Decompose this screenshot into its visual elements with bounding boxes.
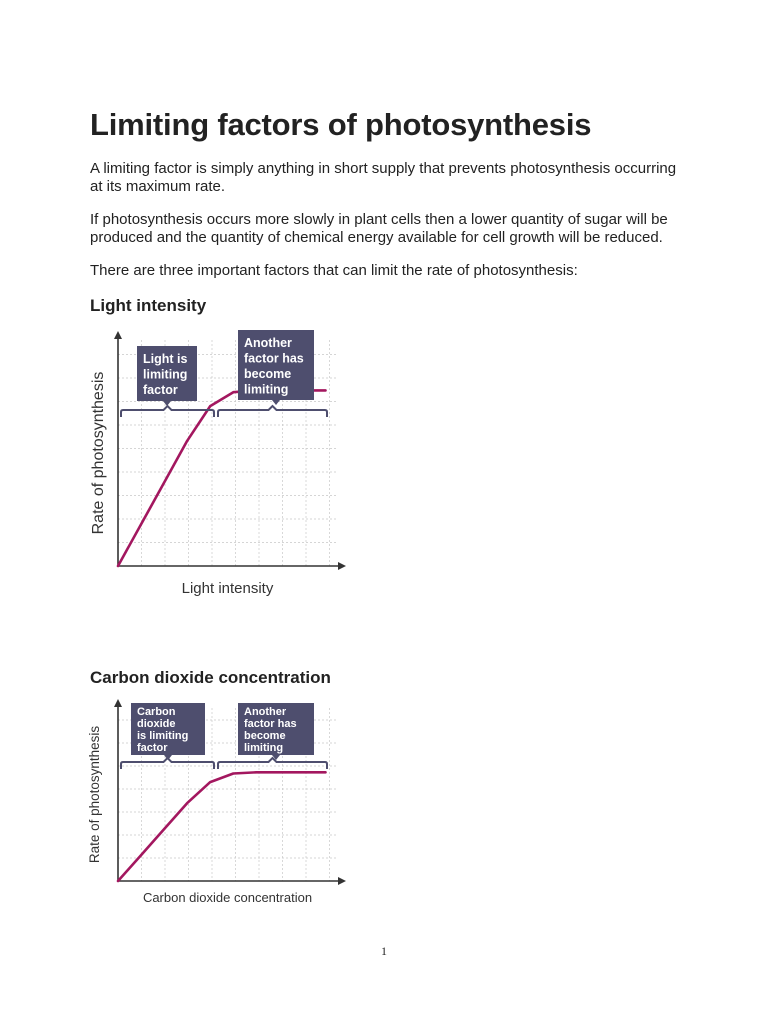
sugar-paragraph: If photosynthesis occurs more slowly in plant cells then a lower quantity of sugar will be produced and the quantity of chemical energy available for cell growth will be reduced.	[90, 211, 668, 246]
limiting-factor-callout	[137, 346, 197, 406]
factors-paragraph: There are three important factors that can limit the rate of photosynthesis:	[90, 262, 578, 279]
callout-text: factor	[137, 742, 168, 754]
callout-text: dioxide	[137, 718, 176, 730]
page-number: 1	[381, 944, 387, 958]
x-axis-label: Carbon dioxide concentration	[142, 890, 313, 905]
limiting-factor-callout	[131, 703, 205, 760]
y-axis-label: Rate of photosynthesis	[90, 371, 107, 535]
limiting-range-brace	[121, 406, 214, 417]
callout-text: become	[244, 730, 286, 742]
y-axis-arrowhead	[114, 699, 122, 707]
intro-paragraph: A limiting factor is simply anything in short supply that prevents photosynthesis occurring at its maximum rate.	[90, 160, 677, 195]
limiting-range-brace	[121, 758, 214, 769]
callout-pointer	[163, 401, 171, 406]
page-title: Limiting factors of photosynthesis	[90, 107, 592, 142]
section-heading-co2: Carbon dioxide concentration	[90, 668, 331, 687]
plateau-range-brace	[218, 406, 327, 417]
callout-text: factor has	[244, 351, 304, 366]
x-axis-arrowhead	[338, 562, 346, 570]
callout-pointer	[272, 400, 280, 405]
x-axis-arrowhead	[338, 877, 346, 885]
y-axis-label: Rate of photosynthesis	[87, 725, 102, 864]
callout-text: is limiting	[137, 730, 189, 742]
callout-text: limiting	[244, 382, 289, 397]
callout-text: factor	[143, 383, 178, 397]
co2-concentration-chart	[85, 698, 355, 913]
y-axis-arrowhead	[114, 331, 122, 339]
callout-text: limiting	[244, 742, 284, 754]
callout-text: factor has	[244, 718, 297, 730]
callout-text: limiting	[143, 367, 188, 382]
callout-text: Carbon	[137, 706, 176, 718]
rate-curve	[118, 772, 326, 881]
x-axis-label: Light intensity	[181, 580, 274, 597]
another-factor-callout	[238, 703, 314, 760]
callout-text: become	[244, 367, 292, 381]
callout-text: Another	[244, 336, 292, 350]
plateau-range-brace	[218, 758, 327, 769]
section-heading-light: Light intensity	[90, 296, 207, 315]
light-intensity-chart	[85, 325, 355, 605]
callout-text: Light is	[143, 352, 188, 366]
rate-curve	[118, 390, 326, 566]
another-factor-callout	[238, 330, 314, 405]
callout-text: Another	[244, 706, 287, 718]
